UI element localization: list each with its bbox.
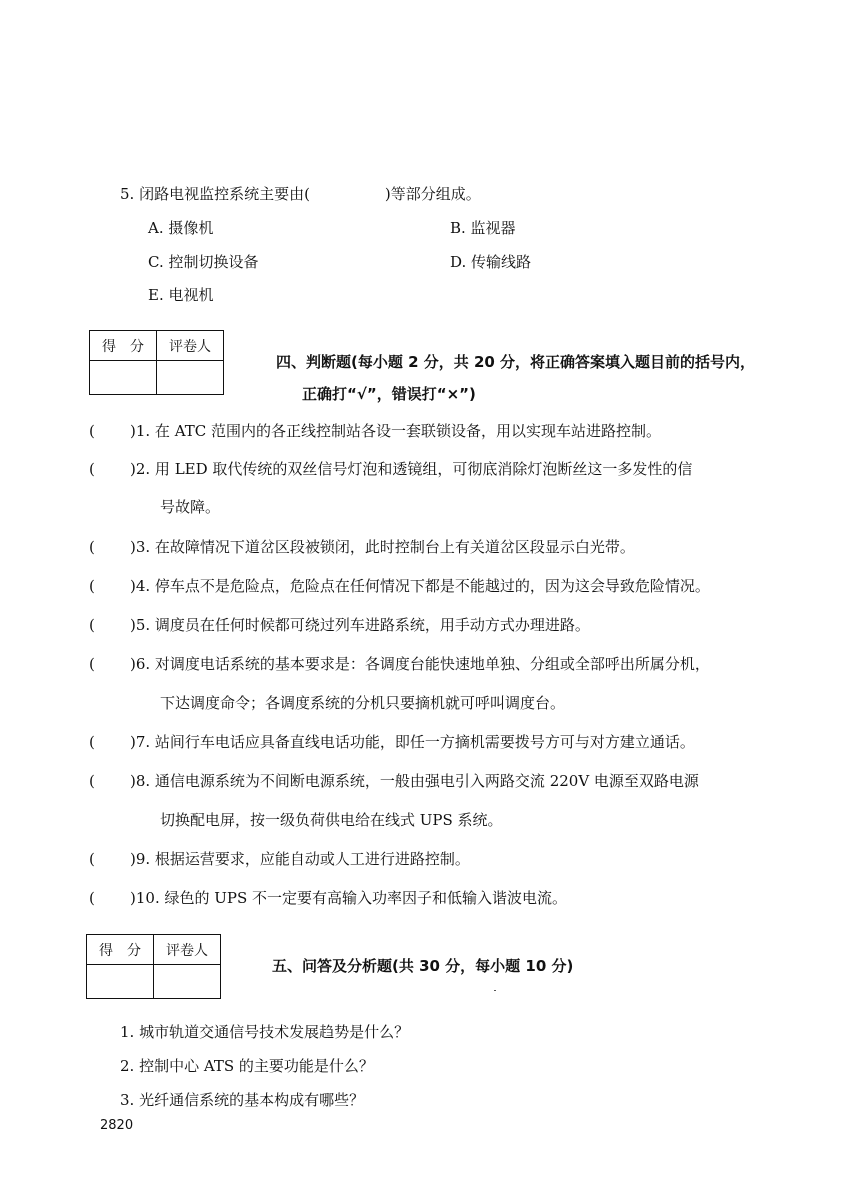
- scan-speck: [494, 990, 496, 991]
- answer-paren: (: [89, 538, 95, 556]
- q5-stem: 5. 闭路电视监控系统主要由( )等部分组成。: [120, 185, 481, 203]
- score-label: 得 分: [90, 331, 157, 361]
- answer-paren: (: [89, 889, 95, 907]
- judgement-item-6: )6. 对调度电话系统的基本要求是：各调度台能快速地单独、分组或全部呼出所属分机，: [130, 655, 710, 673]
- grader-label: 评卷人: [154, 935, 221, 965]
- grader-cell: [157, 361, 224, 395]
- q5-option-b: B. 监视器: [450, 219, 516, 237]
- answer-paren: (: [89, 655, 95, 673]
- section5-title: 五、问答及分析题(共 30 分，每小题 10 分): [272, 957, 574, 975]
- score-cell: [90, 361, 157, 395]
- judgement-item-6-cont: 下达调度命令；各调度系统的分机只要摘机就可呼叫调度台。: [160, 694, 566, 712]
- score-table-section4: [89, 330, 224, 395]
- judgement-item-2-cont: 号故障。: [160, 498, 221, 516]
- q5-option-c: C. 控制切换设备: [148, 253, 259, 271]
- judgement-item-1: )1. 在 ATC 范围内的各正线控制站各设一套联锁设备，用以实现车站进路控制。: [130, 422, 661, 440]
- judgement-item-7: )7. 站间行车电话应具备直线电话功能，即任一方摘机需要拨号方可与对方建立通话。: [130, 733, 695, 751]
- essay-question-2: 2. 控制中心 ATS 的主要功能是什么？: [120, 1057, 374, 1075]
- q5-option-a: A. 摄像机: [148, 219, 214, 237]
- section4-title-line1: 四、判断题(每小题 2 分，共 20 分，将正确答案填入题目前的括号内，: [276, 353, 756, 371]
- q5-option-e: E. 电视机: [148, 286, 214, 304]
- judgement-item-9: )9. 根据运营要求，应能自动或人工进行进路控制。: [130, 850, 470, 868]
- judgement-item-10: )10. 绿色的 UPS 不一定要有高输入功率因子和低输入谐波电流。: [130, 889, 568, 907]
- judgement-item-5: )5. 调度员在任何时候都可绕过列车进路系统，用手动方式办理进路。: [130, 616, 590, 634]
- score-cell: [87, 965, 154, 999]
- answer-paren: (: [89, 850, 95, 868]
- grader-cell: [154, 965, 221, 999]
- answer-paren: (: [89, 577, 95, 595]
- answer-paren: (: [89, 772, 95, 790]
- score-label: 得 分: [87, 935, 154, 965]
- section4-title-line2: 正确打“√”，错误打“×”): [302, 385, 476, 403]
- judgement-item-8-cont: 切换配电屏，按一级负荷供电给在线式 UPS 系统。: [160, 811, 503, 829]
- score-table-section5: [86, 934, 221, 999]
- essay-question-1: 1. 城市轨道交通信号技术发展趋势是什么？: [120, 1023, 410, 1041]
- judgement-item-4: )4. 停车点不是危险点，危险点在任何情况下都是不能越过的，因为这会导致危险情况。: [130, 577, 710, 595]
- q5-option-d: D. 传输线路: [450, 253, 532, 271]
- judgement-item-2: )2. 用 LED 取代传统的双丝信号灯泡和透镜组，可彻底消除灯泡断丝这一多发性的信: [130, 460, 693, 478]
- judgement-item-3: )3. 在故障情况下道岔区段被锁闭，此时控制台上有关道岔区段显示白光带。: [130, 538, 635, 556]
- answer-paren: (: [89, 616, 95, 634]
- essay-question-3: 3. 光纤通信系统的基本构成有哪些？: [120, 1091, 365, 1109]
- answer-paren: (: [89, 460, 95, 478]
- judgement-item-8: )8. 通信电源系统为不间断电源系统，一般由强电引入两路交流 220V 电源至双路电源: [130, 772, 699, 790]
- answer-paren: (: [89, 733, 95, 751]
- page-number: 2820: [100, 1118, 134, 1133]
- answer-paren: (: [89, 422, 95, 440]
- grader-label: 评卷人: [157, 331, 224, 361]
